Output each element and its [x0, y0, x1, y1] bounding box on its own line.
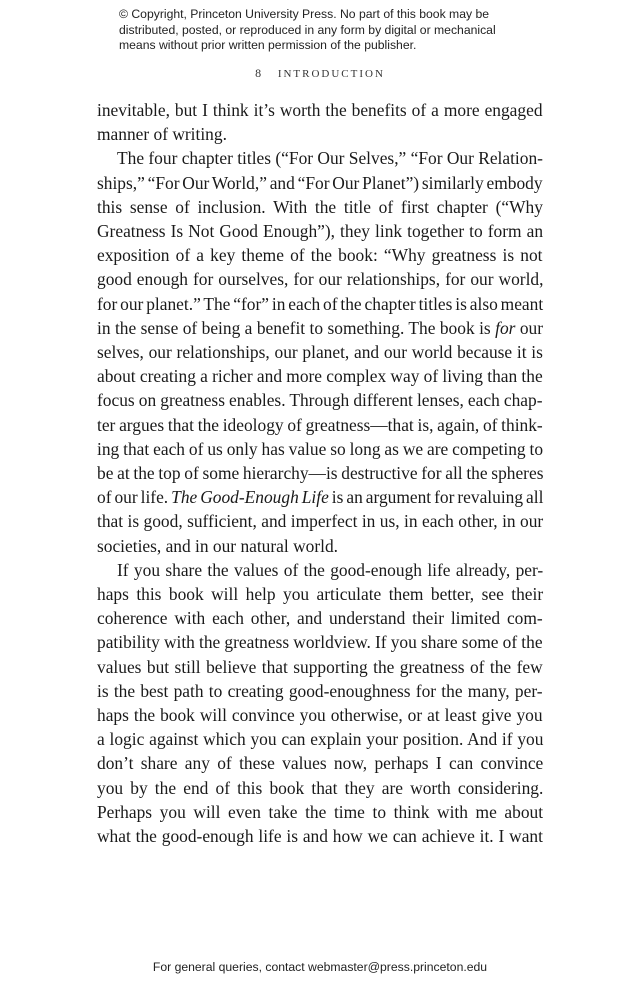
book-title: The Good-Enough Life: [171, 487, 329, 508]
text-line: good enough for ourselves, for our relationships, for our world,: [97, 269, 544, 290]
paragraph: [97, 146, 543, 557]
text-line: patibility with the greatness worldview. If you share some of the: [97, 632, 543, 653]
paragraph: [97, 558, 543, 848]
text-line: be at the top of some hierarchy—is destructive for all the spheres: [97, 463, 544, 484]
text-line: Greatness Is Not Good Enough”), they link together to form an: [97, 221, 544, 242]
text-line: ships,” “For Our World,” and “For Our Planet”) similarly embody: [97, 172, 543, 193]
text-segment: in the sense of being a benefit to something. The book is: [97, 317, 496, 338]
text-line: focus on greatness enables. Through different lenses, each chap-: [97, 390, 543, 411]
text-line: ter argues that the ideology of greatness—that is, again, of think-: [97, 414, 543, 435]
text-line: haps this book will help you articulate them better, see their: [97, 584, 544, 605]
paragraph: [97, 98, 543, 146]
text-segment: is an argument for revaluing all: [328, 487, 544, 508]
text-line: exposition of a key theme of the book: “Why greatness is not: [97, 245, 543, 266]
copyright-line: © Copyright, Princeton University Press. No part of this book may be: [119, 7, 490, 21]
running-head: [0, 66, 640, 81]
text-line: values but still believe that supporting the greatness of the few: [97, 656, 543, 677]
text-line: you by the end of this book that they are worth considering.: [97, 777, 544, 798]
emphasis: for: [495, 317, 516, 338]
text-line: [97, 485, 543, 509]
text-line: haps the book will convince you otherwise, or at least give you: [97, 705, 543, 726]
text-line: Perhaps you will even take the time to think with me about: [97, 801, 544, 822]
text-line: about creating a richer and more complex way of living than the: [97, 366, 543, 387]
text-line: coherence with each other, and understand their limited com-: [97, 608, 543, 629]
text-segment: of our life.: [97, 487, 172, 508]
copyright-line: means without prior written permission of the publisher.: [119, 38, 417, 52]
page-number: 8: [255, 66, 262, 80]
text-line: societies, and in our natural world.: [97, 535, 338, 556]
text-line: If you share the values of the good-enough life already, per-: [117, 559, 544, 580]
text-line: manner of writing.: [97, 124, 227, 145]
copyright-notice: [119, 7, 539, 54]
text-line: is the best path to creating good-enoughness for the many, per-: [97, 680, 543, 701]
text-line: for our planet.” The “for” in each of the chapter titles is also meant: [97, 293, 544, 314]
copyright-line: distributed, posted, or reproduced in any form by digital or mechanical: [119, 22, 496, 37]
footer-contact: For general queries, contact webmaster@press.princeton.edu: [152, 960, 488, 974]
text-line: The four chapter titles (“For Our Selves,” “For Our Relation-: [117, 148, 543, 169]
text-line: selves, our relationships, our planet, and our world because it is: [97, 342, 543, 363]
text-line: [97, 316, 543, 340]
body-text: [97, 98, 543, 848]
text-line: this sense of inclusion. With the title of first chapter (“Why: [97, 196, 543, 217]
text-line: don’t share any of these values now, perhaps I can convince: [97, 753, 544, 774]
text-line: that is good, sufficient, and imperfect in us, in each other, in our: [97, 511, 544, 532]
text-line: ing that each of us only has value so long as we are competing to: [97, 438, 544, 459]
text-line: a logic against which you can explain your position. And if you: [97, 729, 544, 750]
text-segment: our: [515, 317, 544, 338]
text-line: what the good-enough life is and how we can achieve it. I want: [97, 826, 543, 847]
text-line: inevitable, but I think it’s worth the benefits of a more engaged: [97, 100, 543, 120]
running-head-title: INTRODUCTION: [277, 68, 385, 80]
